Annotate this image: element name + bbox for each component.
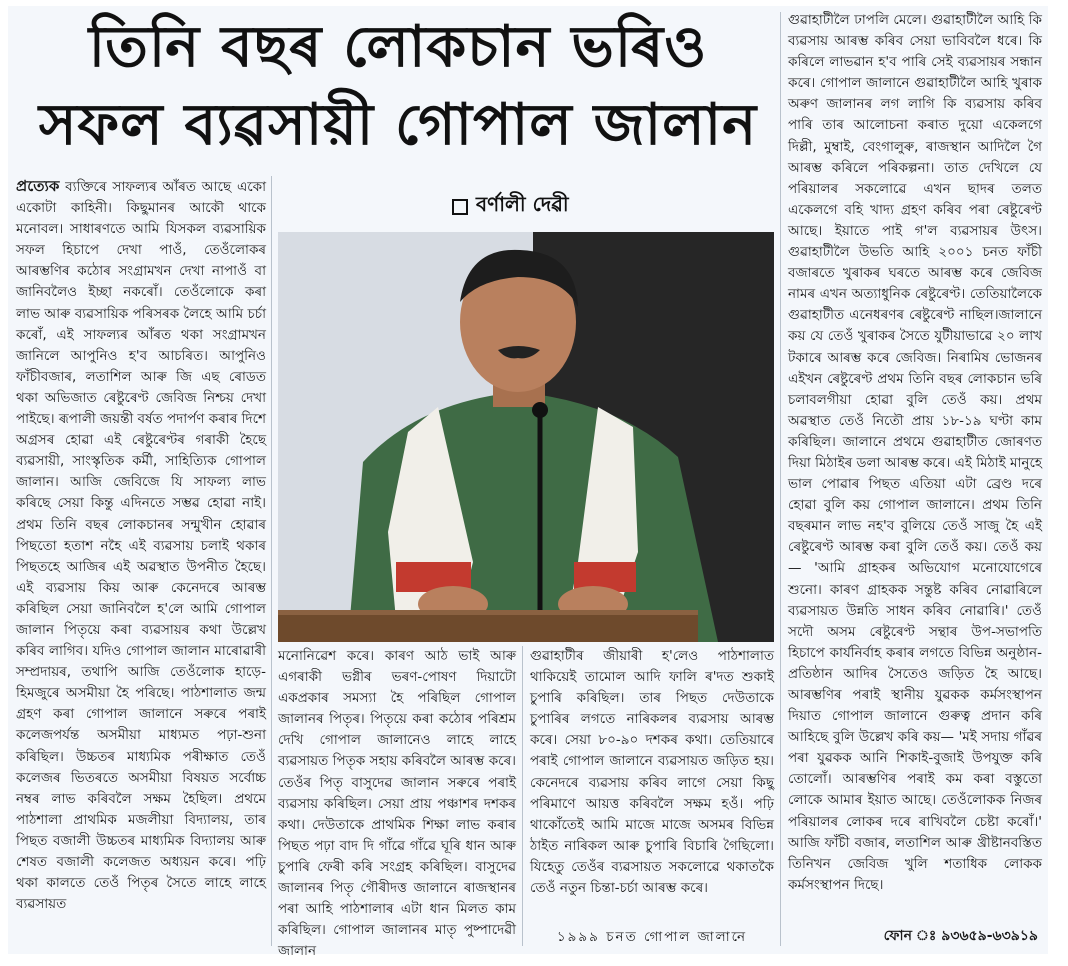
article-photo [278, 232, 774, 642]
speaker-photo-illustration [278, 232, 774, 642]
column-4-text: গুৱাহাটীলৈ ঢাপলি মেলে। গুৱাহাটীলৈ আহি কি ব্যৱসায় আৰম্ভ কৰিব সেয়া ভাবিবলৈ ধৰে। কি কৰিলে লাভৱান হ'ব পাৰি সেই ব্যৱসায়ৰ সন্ধান কৰে। গোপাল জালানে গুৱাহাটীলৈ আহি খুৰাক অৰুণ জালানৰ লগ লাগি কি ব্যৱসায় কৰিব পাৰি তাৰ আলোচনা কৰাত দুয়ো একেলগে দিল্লী, মুম্বাই, বেংগালুৰু, ৰাজস্থান আদিলৈ গৈ আৰম্ভ কৰিলে পৰিকল্পনা। তাত দেখিলে যে পৰিয়ালৰ সকলোৱে এখন ছাদৰ তলত একেলগে বহি খাদ্য গ্ৰহণ কৰিব পৰা ৰেষ্টুৰেণ্ট আছে। ইয়াতে পাই গ'ল ব্যৱসায়ৰ উৎস। গুৱাহাটীলৈ উভতি আহি ২০০১ চনত ফাঁচী বজাৰতে খুৰাকৰ ঘৰতে আৰম্ভ কৰে জেবিজ নামৰ এখন অত্যাধুনিক ৰেষ্টুৰেণ্ট। তেতিয়ালৈকে গুৱাহাটীত এনেধৰণৰ ৰেষ্টুৰেণ্ট নাছিল।জালানে কয় যে তেওঁ খুৰাকৰ সৈতে যুটীয়াভাৱে ২০ লাখ টকাৰে আৰম্ভ কৰে জেবিজ। নিৰামিষ ভোজনৰ এইখন ৰেষ্টুৰেণ্ট প্ৰথম তিনি বছৰ লোকচান ভৰি চলাবলগীয়া হোৱা বুলি তেওঁ কয়। প্ৰথম অৱস্থাত তেওঁ নিতৌ প্ৰায় ১৮-১৯ ঘণ্টা কাম কৰিছিল। জালানে প্ৰথমে গুৱাহাটীত জোৰণত দিয়া মিঠাইৰ ডলা আৰম্ভ কৰে। এই মিঠাই মানুহে ভাল পোৱাৰ পিছত এতিয়া এটা ব্ৰেণ্ড দৰে হোৱা বুলি কয় গোপাল জালানে। প্ৰথম তিনি বছৰমান লাভ নহ'ব বুলিয়ে তেওঁ সাজু হৈ এই ৰেষ্টুৰেণ্ট আৰম্ভ কৰা বুলি তেওঁ কয়। তেওঁ কয়— 'আমি গ্ৰাহকৰ অভিযোগ মনোযোগেৰে শুনো। কাৰণ গ্ৰাহকক সন্তুষ্ট কৰিব নোৱাৰিলে ব্যৱসায়ত উন্নতি সাধন কৰিব নোৱাৰি।' তেওঁ সদৌ অসম ৰেষ্টুৰেণ্ট সন্থাৰ উপ-সভাপতি হিচাপে কাৰ্যনিৰ্বাহ কৰাৰ লগতে বিভিন্ন অনুষ্ঠান- প্ৰতিষ্ঠান আদিৰ সৈতেও জড়িত হৈ আছে। আৰম্ভণিৰ পৰাই স্থানীয় যুৱকক কৰ্মসংস্থাপন দিয়াত গোপাল জালানে গুৰুত্ব প্ৰদান কৰি আহিছে বুলি উল্লেখ কৰি কয়— 'মই সদায় গাঁৱৰ পৰা যুৱকক আনি শিকাই-বুজাই উপযুক্ত কৰি তোলোঁ। আৰম্ভণিৰ পৰাই কম কৰা বস্তুতো লোকে আমাৰ ইয়াত আছে। তেওঁলোকক নিজৰ পৰিয়ালৰ লোকৰ দৰে ৰাখিবলৈ চেষ্টা কৰোঁ।' আজি ফাঁচী বজাৰ, লতাশিল আৰু খ্ৰীষ্টানবস্তিত তিনিখন জেবিজ খুলি শতাধিক লোকক কৰ্মসংস্থাপন দিছে। [788, 12, 1042, 893]
column-divider-1 [271, 176, 272, 946]
article-column-1 [16, 176, 266, 948]
headline-line-1: তিনি বছৰ লোকচান ভৰিও [88, 14, 708, 80]
column-divider-2 [522, 646, 523, 946]
article-column-3-tail [530, 927, 774, 949]
column-2-text: মনোনিৱেশ কৰে। কাৰণ আঠ ভাই আৰু এগৰাকী ভগ্নীৰ ভৰণ-পোষণ দিয়াটো একপ্ৰকাৰ সমস্যা হৈ পৰিছিল গোপাল জালানৰ পিতৃৰ। পিতৃয়ে কৰা কঠোৰ পৰিশ্ৰম দেখি গোপাল জালানেও লাহে লাহে ব্যৱসায়ত পিতৃক সহায় কৰিবলৈ আৰম্ভ কৰে। তেওঁৰ পিতৃ বাসুদেৱ জালান সৰুৰে পৰাই ব্যৱসায় কৰিছিল। সেয়া প্ৰায় পঞ্চাশৰ দশকৰ কথা। দেউতাকে প্ৰাথমিক শিক্ষা লাভ কৰাৰ পিছত পঢ়া বাদ দি গাঁৱে গাঁৱে ঘূৰি ধান আৰু চুপাৰি ফেৰী কৰি সংগ্ৰহ কৰিছিল। বাসুদেৱ জালানৰ পিতৃ গৌৰীদত্ত জালানে ৰাজস্থানৰ পৰা আহি পাঠশালাৰ এটা ধান মিলত কাম কৰিছিল। গোপাল জালানৰ মাতৃ পুষ্পাদেৱী জালান [278, 648, 516, 960]
microphone-icon [532, 402, 548, 418]
column-3-tail-text: ১৯৯৯ চনত গোপাল জালানে [556, 929, 748, 945]
lead-word: প্ৰত্যেক [16, 177, 60, 195]
newspaper-page [8, 6, 1048, 960]
column-3-text: গুৱাহাটীৰ জীয়াৰী হ'লেও পাঠশালাত থাকিয়েই তামোল আদি ফালি ৰ'দত শুকাই চুপাৰি কৰিছিল। তাৰ পিছত দেউতাকে চুপাৰিৰ লগতে নাৰিকলৰ ব্যৱসায় আৰম্ভ কৰে। সেয়া ৮০-৯০ দশকৰ কথা। তেতিয়াৰে পৰাই গোপাল জালানে ব্যৱসায়ত জড়িত হয়। কেনেদৰে ব্যৱসায় কৰিব লাগে সেয়া কিছু পৰিমাণে আয়ত্ত কৰিবলৈ সক্ষম হওঁ। পঢ়ি থাকোঁতেই আমি মাজে মাজে অসমৰ বিভিন্ন ঠাইত নাৰিকল আৰু চুপাৰি বিচাৰি গৈছিলো। যিহেতু তেওঁৰ ব্যৱসায়ত সকলোৱে থকাতকৈ তেওঁ নতুন চিন্তা-চৰ্চা আৰম্ভ কৰে। [530, 648, 774, 897]
article-column-3 [530, 646, 774, 926]
square-bullet-icon [452, 199, 468, 215]
column-1-text: ব্যক্তিৰে সাফল্যৰ আঁৰত আছে একো একোটা কাহিনী। কিছুমানৰ আকৌ থাকে মনোবল। সাধাৰণতে আমি যিসকল ব্যৱসায়িক সফল হিচাপে দেখা পাওঁ, তেওঁলোকৰ আৰম্ভণিৰ কঠোৰ সংগ্ৰামখন দেখা নাপাওঁ বা জানিবলৈও ইচ্ছা নকৰোঁ। তেওঁলোকে কৰা লাভ আৰু ব্যৱসায়িক পৰিসৰক লৈহে আমি চৰ্চা কৰোঁ, এই সাফল্যৰ আঁৰত থকা সংগ্ৰামখন জানিলে আপুনিও হ'ব আচৰিত। আপুনিও ফাঁচীবজাৰ, লতাশিল আৰু জি এছ ৰোডত থকা অভিজাত ৰেষ্টুৰেণ্ট জেবিজ নিশ্চয় দেখা পাইছে। ৰূপালী জয়ন্তী বৰ্ষত পদাৰ্পণ কৰাৰ দিশে অগ্ৰসৰ হোৱা এই ৰেষ্টুৰেণ্টৰ গৰাকী হৈছে ব্যৱসায়ী, সাংস্কৃতিক কৰ্মী, সাহিত্যিক গোপাল জালান। আজি জেবিজে যি সাফল্য লাভ কৰিছে সেয়া কিন্তু এদিনতে সম্ভৱ হোৱা নাই। প্ৰথম তিনি বছৰ লোকচানৰ সন্মুখীন হোৱাৰ পিছতো হতাশ নহৈ এই ব্যৱসায় চলাই থকাৰ পিছতহে আজিৰ এই অৱস্থাত উপনীত হৈছে। এই ব্যৱসায় কিয় আৰু কেনেদৰে আৰম্ভ কৰিছিল সেয়া জানিবলৈ হ'লে আমি গোপাল জালান পিতৃয়ে কৰা ব্যৱসায়ৰ কথা উল্লেখ কৰিব লাগিব। যদিও গোপাল জালান মাৰোৱাৰী সম্প্ৰদায়ৰ, তথাপি আজি তেওঁলোক হাড়ে- হিমজুৰে অসমীয়া হৈ পৰিছে। পাঠশালাত জন্ম গ্ৰহণ কৰা গোপাল জালানে সৰুৰে পৰাই কলেজপৰ্যন্ত অসমীয়া মাধ্যমত পঢ়া-শুনা কৰিছিল। উচ্চতৰ মাধ্যমিক পৰীক্ষাত তেওঁ কলেজৰ ভিতৰতে অসমীয়া বিষয়ত সৰ্বোচ্চ নম্বৰ লাভ কৰিবলৈ সক্ষম হৈছিল। প্ৰথমে পাঠশালা প্ৰাথমিক মজলীয়া বিদ্যালয়, তাৰ পিছত বজালী উচ্চতৰ মাধ্যমিক বিদ্যালয় আৰু শেষত বজালী কলেজত অধ্যয়ন কৰে। পঢ়ি থকা কালতে তেওঁ পিতৃৰ সৈতে লাহে লাহে ব্যৱসায়ত [16, 179, 266, 913]
column-divider-3 [780, 12, 781, 946]
author-name: বৰ্ণালী দেৱী [476, 192, 569, 216]
byline [452, 190, 569, 223]
article-column-4 [788, 10, 1042, 928]
headline-line-2: সফল ব্যৱসায়ী গোপাল জালান [38, 92, 758, 158]
phone-number: ফোন ঃ ৯৩৬৫৯-৬৩৯১৯ [883, 928, 1038, 944]
headline [18, 8, 778, 173]
article-column-2 [278, 646, 516, 960]
